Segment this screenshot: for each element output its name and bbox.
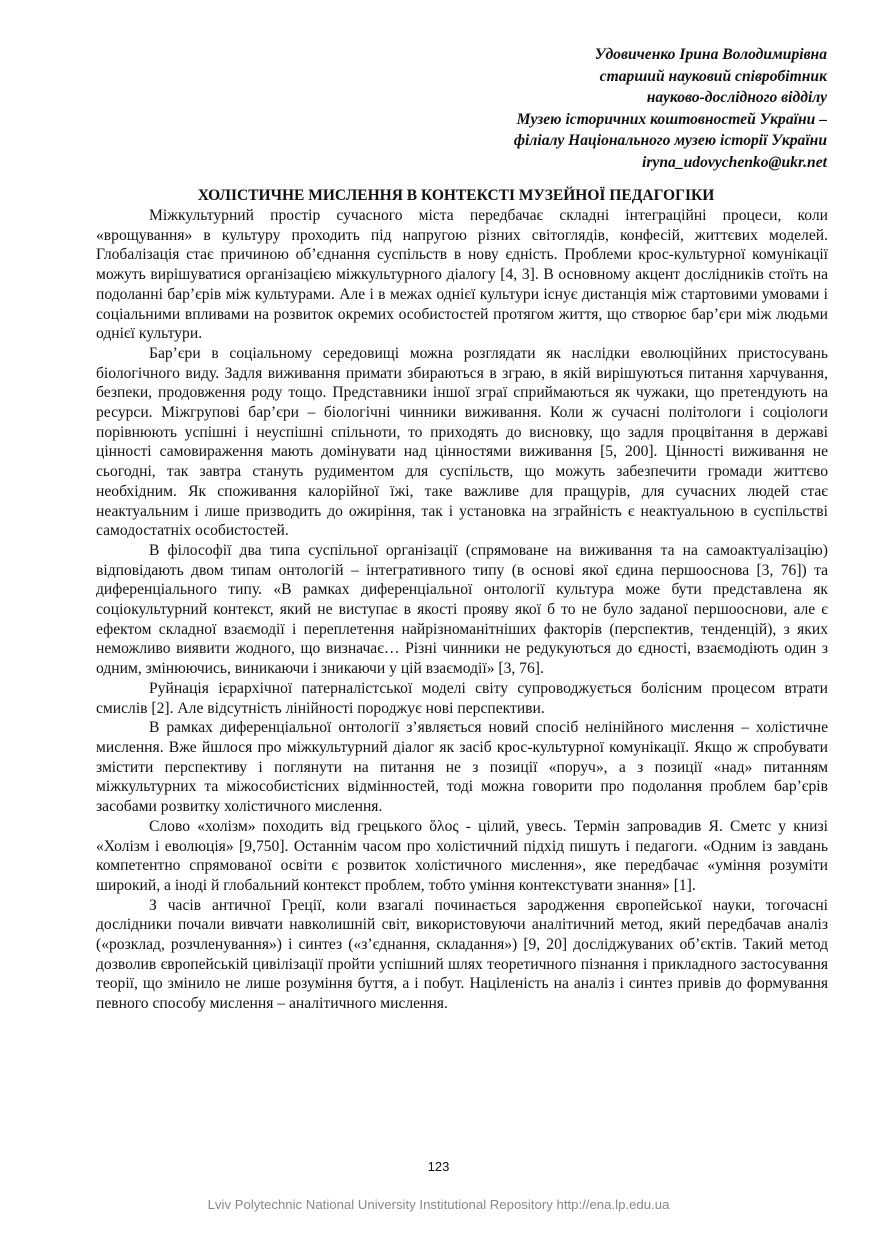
author-affiliation: філіалу Національного музею історії України	[513, 132, 827, 150]
article-body	[96, 206, 828, 1014]
body-paragraph: Бар’єри в соціальному середовищі можна розглядати як наслідки еволюційних пристосувань біологічного виду. Задля виживання примати збираються в зграю, в якій вирішуються питання харчування, безпеки, продовження роду тощо. Представники іншої зграї сприймаються як чужаки, що претендують на ресурси. Міжгрупові бар’єри – біологічні чинники виживання. Коли ж сучасні політологи і соціологи порівнюють успішні і неуспішні спільноти, то приходять до висновку, що задля процвітання в державі цінності самовираження мають домінувати над цінностями виживання [5, 200]. Цінності виживання не сьогодні, так завтра стануть рудиментом для суспільств, що можуть забезпечити громади життєво необхідним. Як споживання калорійної їжі, таке важливе для пращурів, для сучасних людей стає неактуальним і лише призводить до ожиріння, так і установка на зграйність є неактуальною в суспільстві самодостатніх особистостей.	[96, 344, 828, 540]
page-number: 123	[427, 1159, 450, 1174]
author-institution: Музею історичних коштовностей України –	[516, 110, 827, 128]
body-paragraph: З часів античної Греції, коли взагалі починається зародження європейської науки, тогочасні дослідники почали вивчати навколишній світ, використовуючи аналітичний метод, який передбачав аналіз («розклад, розчленування») і синтез («з’єднання, складання») [9, 20] досліджуваних об’єктів. Такий метод дозволив європейській цивілізації пройти успішний шлях теоретичного пізнання і прикладного застосування теорії, що змінило не лише розуміння буття, а і побут. Націленість на аналіз і синтез привів до формування певного способу мислення – аналітичного мислення.	[96, 896, 828, 1013]
body-paragraph: В рамках диференціальної онтології з’являється новий спосіб нелінійного мислення – холістичне мислення. Вже йшлося про міжкультурний діалог як засіб крос-культурної комунікації. Якщо ж спробувати змістити перспективу і поглянути на питання не з позиції «поруч», а з позиції «над» питанням міжкультурних та міжособистісних відмінностей, тоді можна говорити про подолання проблем бар’єрів засобами розвитку холістичного мислення.	[96, 719, 828, 816]
body-paragraph: Міжкультурний простір сучасного міста передбачає складні інтеграційні процеси, коли «врощування» в культуру проходить під напругою різних світоглядів, конфесій, життєвих моделей. Глобалізація стає причиною об’єднання суспільств в нову єдність. Проблеми крос-культурної комунікації можуть вирішуватися організацією міжкультурного діалогу [4, 3]. В основному акцент дослідників стоїть на подоланні бар’єрів між культурами. Але і в межах однієї культури існує дистанція між стартовими умовами і соціальними впливами на розвиток окремих особистостей протягом життя, що створює бар’єри між людьми однієї культури.	[96, 207, 828, 343]
author-block	[514, 44, 827, 174]
author-name: Удовиченко Ірина Володимирівна	[594, 46, 827, 63]
author-department: науково-дослідного відділу	[646, 89, 827, 107]
body-paragraph: Слово «холізм» походить від грецького ὅλος - цілий, увесь. Термін запровадив Я. Сметс у книзі «Холізм і еволюція» [9,750]. Останнім часом про холістичний підхід пишуть і педагоги. «Одним із завдань компетентно спрямованої освіти є розвиток холістичного мислення», яке передбачає «уміння розуміти широкий, а іноді й глобальний контекст проблем, тобто уміння контекстувати знання» [1].	[96, 817, 828, 894]
author-email: iryna_udovychenko@ukr.net	[642, 153, 827, 171]
article-title: ХОЛІСТИЧНЕ МИСЛЕННЯ В КОНТЕКСТІ МУЗЕЙНОЇ ПЕДАГОГІКИ	[197, 187, 715, 204]
body-paragraph: В філософії два типа суспільної організації (спрямоване на виживання та на самоактуалізацію) відповідають двом типам онтологій – інтегративного типу (в основі якої єдина першооснова [3, 76]) та диференціального типу. «В рамках диференціальної онтології культура може бути представлена як соціокультурний контекст, який не виступає в якості прояву якої б то не було заданої першооснови, але є ефектом складної взаємодії і переплетення найрізноманітніших факторів (перспектив, тенденцій), з яких неможливо виявити жодного, що визначає… Різні чинники не редукуються до єдності, взаємодіють один з одним, змінюючись, виникаючи і зникаючи у цій взаємодії» [3, 76].	[96, 541, 828, 678]
author-position: старший науковий співробітник	[599, 67, 827, 85]
repository-footer: Lviv Polytechnic National University Institutional Repository http://ena.lp.edu.ua	[207, 1197, 670, 1212]
body-paragraph: Руйнація ієрархічної патерналістської моделі світу супроводжується болісним процесом втрати смислів [2]. Але відсутність лінійності породжує нові перспективи.	[96, 679, 828, 717]
